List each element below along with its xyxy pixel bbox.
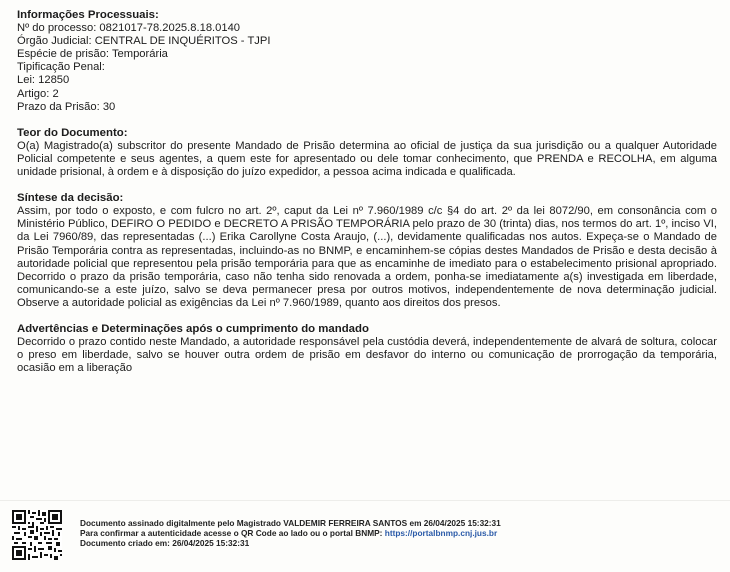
creation-date-line: Documento criado em: 26/04/2025 15:32:31: [80, 538, 250, 549]
footer-divider: [0, 500, 730, 501]
teor-heading: Teor do Documento:: [17, 126, 128, 139]
document-body: [17, 9, 717, 375]
penal-typification: Tipificação Penal:: [17, 61, 105, 74]
arrest-type: Espécie de prisão: Temporária: [17, 48, 168, 61]
article-number: Artigo: 2: [17, 87, 59, 100]
teor-section: [17, 127, 717, 179]
advertencias-section: [17, 323, 717, 375]
signature-text: [80, 518, 501, 549]
authenticity-line: [80, 528, 501, 538]
advertencias-text: Decorrido o prazo contido neste Mandado, a autoridade responsável pela custódia deverá, independentemente de alvará de soltura, colocar o preso em liberdade, salvo se houver outra ordem de prisão em desfavor do interno ou comunicação de prorrogação da temporária, ocasião em a liberação: [17, 336, 717, 375]
process-info-heading: Informações Processuais:: [17, 9, 159, 21]
signature-line: Documento assinado digitalmente pelo Magistrado VALDEMIR FERREIRA SANTOS em 26/04/2025 15:32:31: [80, 518, 501, 528]
sintese-text: Assim, por todo o exposto, e com fulcro no art. 2º, caput da Lei nº 7.960/1989 c/c §4 do art. 2º da lei 8072/90, em consonância com o Ministério Público, DEFIRO O PEDIDO e DECRETO A PRISÃO TEMPORÁRIA pelo prazo de 30 (trinta) dias, nos termos do art. 1º, inciso VI, da Lei 7960/89, das representadas (...) Erika Carollyne Costa Araujo, (...), devidamente qualificadas nos autos. Expeça-se o Mandado de Prisão Temporária contra as representadas, incluindo-as no BNMP, e encaminhem-se cópias destes Mandados de Prisão e desta decisão à autoridade policial que representou pela prisão temporária para que as encaminhe de imediato para o estabelecimento prisional apropriado. Decorrido o prazo da prisão temporária, caso não tenha sido renovada a ordem, ponha-se imediatamente a(s) investigada em liberdade, comunicando-se a este juízo, salvo se deva permanecer presa por outros motivos, independentemente de nova determinação judicial. Observe a autoridade policial as exigências da Lei nº 7.960/1989, quanto aos direitos dos presos.: [17, 205, 717, 309]
law-number: Lei: 12850: [17, 74, 70, 87]
process-number: Nº do processo: 0821017-78.2025.8.18.0140: [17, 22, 241, 35]
qr-code-icon[interactable]: [12, 510, 62, 560]
arrest-term: Prazo da Prisão: 30: [17, 100, 116, 113]
authenticity-text: Para confirmar a autenticidade acesse o QR Code ao lado ou o portal BNMP:: [80, 528, 385, 539]
sintese-heading: Síntese da decisão:: [17, 192, 124, 205]
advertencias-heading: Advertências e Determinações após o cumprimento do mandado: [17, 322, 369, 335]
bnmp-portal-link[interactable]: https://portalbnmp.cnj.jus.br: [384, 528, 498, 539]
signature-footer: [12, 508, 718, 564]
sintese-section: [17, 192, 717, 310]
judicial-body: Órgão Judicial: CENTRAL DE INQUÉRITOS - TJPI: [17, 35, 271, 48]
process-info-section: [17, 9, 717, 114]
teor-text: O(a) Magistrado(a) subscritor do presente Mandado de Prisão determina ao oficial de justiça da sua jurisdição ou a qualquer Autoridade Policial competente e seus agentes, a quem este for apresentado ou dele tomar conhecimento, que PRENDA e RECOLHA, em alguma unidade prisional, à ordem e à disposição do juízo expedidor, a pessoa acima indicada e qualificada.: [17, 139, 717, 179]
